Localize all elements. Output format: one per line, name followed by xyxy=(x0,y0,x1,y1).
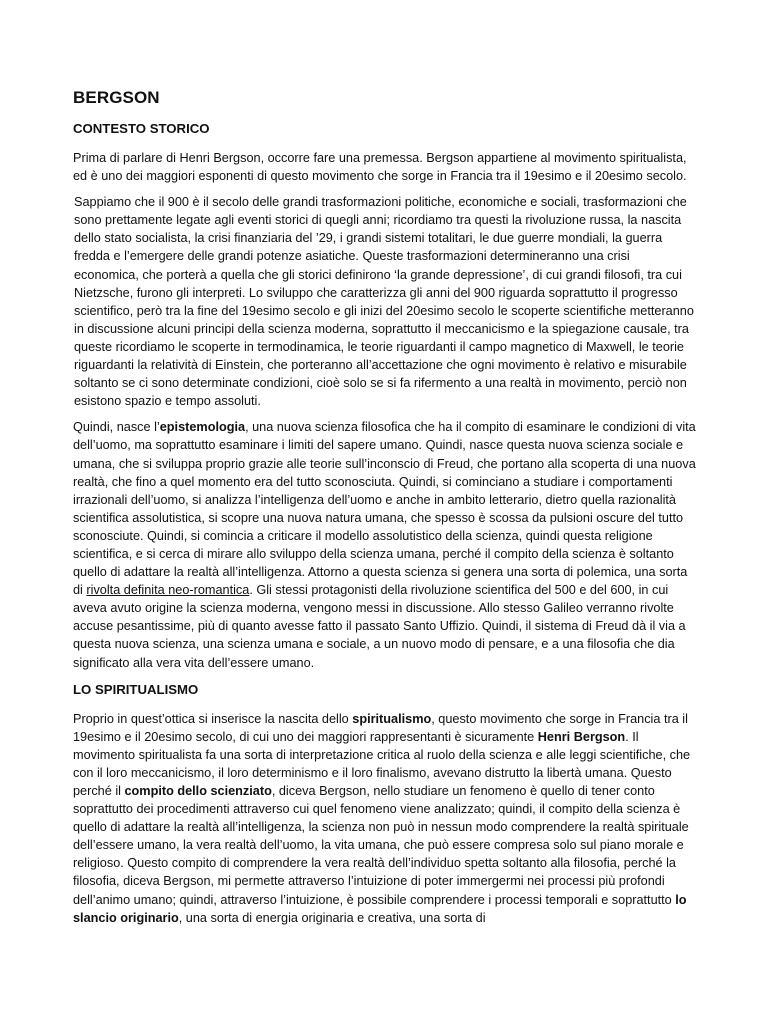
section-heading-spiritualismo: LO SPIRITUALISMO xyxy=(73,681,199,697)
paragraph-spiritualism xyxy=(73,710,698,927)
paragraph-historical-context: Sappiamo che il 900 è il secolo delle grandi trasformazioni politiche, economiche e sociali, trasformazioni che sono prettamente legate agli eventi storici di quegli anni; ricordiamo tra questi la rivoluzione russa, la nascita dello stato socialista, la crisi finanziaria del ’29, i grandi sistemi totalitari, le due guerre mondiali, la guerra fredda e l’emergere delle grandi potenze asiatiche. Queste trasformazioni determineranno una crisi economica, che porterà a quella che gli storici definirono ‘la grande depressione’, di cui grandi filosofi, tra cui Nietzsche, furono gli interpreti. Lo sviluppo che caratterizza gli anni del 900 riguarda soprattutto il progresso scientifico, però tra la fine del 19esimo secolo e gli inizi del 20esimo secolo le scoperte scientifiche metteranno in discussione alcuni principi della scienza moderna, soprattutto il meccanicismo e la spiegazione causale, tra queste ricordiamo le scoperte in termodinamica, le teorie riguardanti il campo magnetico di Maxwell, le teorie riguardanti la relatività di Einstein, che porteranno all’accettazione che ogni movimento è relativo e misurabile soltanto se ci sono determinate condizioni, cioè solo se si fa rifermento a una realtà in movimento, perciò non esistono spazio e tempo assoluti. xyxy=(74,195,694,409)
term-compito-scienziato: compito dello scienziato xyxy=(124,784,272,798)
paragraph-intro: Prima di parlare di Henri Bergson, occorre fare una premessa. Bergson appartiene al movimento spiritualista, ed è uno dei maggiori esponenti di questo movimento che sorge in Francia tra il 19esimo e il 20esimo secolo. xyxy=(73,151,687,184)
paragraph-text: , una nuova scienza filosofica che ha il compito di esaminare le condizioni di vita dell’uomo, ma soprattutto esaminare i limiti del sapere umano. Quindi, nasce questa nuova scienza sociale e umana, che si sviluppa proprio grazie alle teorie sull’inconscio di Freud, che portano alla scoperta di una nuova realtà, che fino a quel momento era del tutto sconosciuta. Quindi, si cominciano a studiare i comportamenti irrazionali dell’uomo, si analizza l’intelligenza dell’uomo e anche in ambito letterario, dietro quella razionalità scientifica assolutistica, si scopre una nuova natura umana, che spesso è scossa da pulsioni oscure del tutto sconosciute. Quindi, si comincia a criticare il modello assolutistico della scienza, quindi questa religione scientifica, e si cerca di mirare allo sviluppo della scienza umana, perché il compito della scienza è soltanto quello di adattare la realtà all’intelligenza. Attorno a questa scienza si genera una sorta di polemica, una sorta di xyxy=(73,420,696,598)
paragraph-text: , diceva Bergson, nello studiare un fenomeno è quello di tener conto soprattutto dei procedimenti attraverso cui quel fenomeno viene analizzato; quindi, il compito della scienza è quello di adattare la realtà all’intelligenza, la scienza non può in nessun modo comprendere la realtà spirituale dell’essere umano, la vera realtà dell’uomo, la vita umana, che può essere compresa solo sul piano morale e religioso. Questo compito di comprendere la vera realtà dell’individuo spetta soltanto alla filosofia, perché la filosofia, diceva Bergson, mi permette attraverso l’intuizione di poter immergermi nei processi più profondi dell’animo umano; quindi, attraverso l’intuizione, è possibile comprendere i processi temporali e soprattutto xyxy=(73,784,689,907)
term-spiritualismo: spiritualismo xyxy=(352,711,432,726)
paragraph-text: . Gli stessi protagonisti della rivoluzione scientifica del 500 e del 600, in cui aveva avuto origine la scienza moderna, vengono messi in discussione. Allo stesso Galileo verranno rivolte accuse pesantissime, più di quanto avesse fatto il passato Santo Uffizio. Quindi, il sistema di Freud dà il via a questa nuova scienza, una scienza umana e sociale, a un nuovo modo di pensare, e a una filosofia che dia significato alla vera vita dell’essere umano. xyxy=(73,583,686,670)
term-epistemologia: epistemologia xyxy=(159,420,246,435)
paragraph-text: Quindi, nasce l’ xyxy=(73,420,160,435)
paragraph-text: . Il movimento spiritualista fa una sorta di interpretazione critica al ruolo della scienza e alle leggi scientifiche, che con il loro meccanicismo, il loro determinismo e il loro finalismo, avevano distrutto la libertà umana. Questo perché il xyxy=(73,729,691,798)
paragraph-text: Proprio in quest’ottica si inserisce la nascita dello xyxy=(73,711,353,726)
term-henri-bergson: Henri Bergson xyxy=(537,729,626,744)
paragraph-epistemology xyxy=(73,418,698,671)
link-rivolta-neo-romantica[interactable]: rivolta definita neo-romantica xyxy=(86,583,250,598)
paragraph-text: , questo movimento che sorge in Francia tra il 19esimo e il 20esimo secolo, di cui uno dei maggiori rappresentanti è sicuramente xyxy=(73,711,688,744)
paragraph-text: , una sorta di energia originaria e creativa, una sorta di xyxy=(178,910,486,925)
section-heading-contesto-storico: CONTESTO STORICO xyxy=(73,121,210,136)
document-title: BERGSON xyxy=(73,88,160,107)
term-slancio-originario: lo slancio originario xyxy=(73,892,687,925)
